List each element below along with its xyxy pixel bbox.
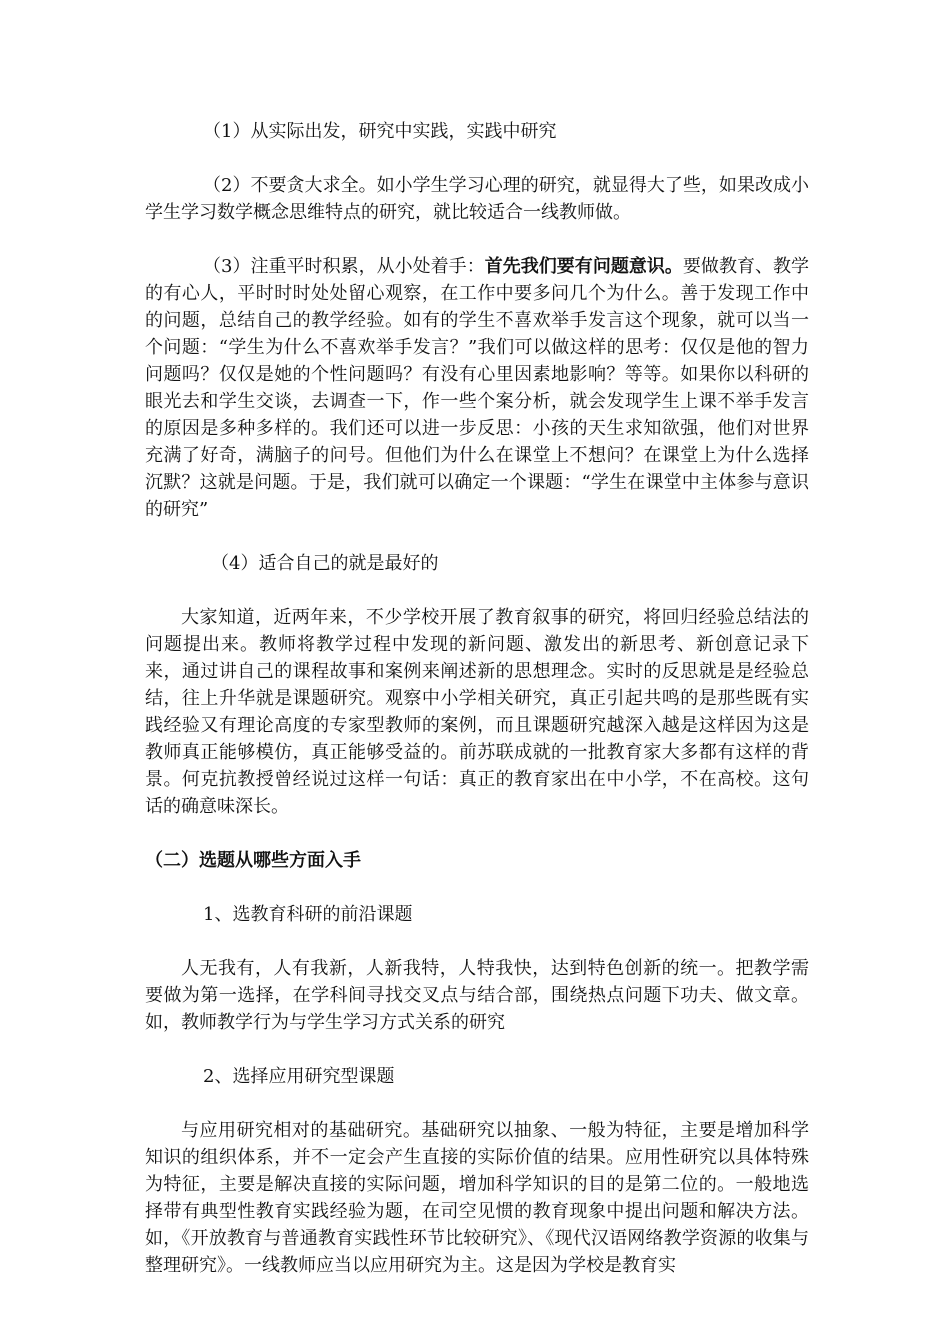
document-page (145, 118, 809, 1306)
paragraph-point-2: （2）不要贪大求全。如小学生学习心理的研究，就显得大了些，如果改成小学生学习数学概念思维特点的研究，就比较适合一线教师做。 (145, 175, 809, 223)
paragraph-point-3 (145, 253, 809, 523)
subsection-2-body: 与应用研究相对的基础研究。基础研究以抽象、一般为特征，主要是增加科学知识的组织体系，并不一定会产生直接的实际价值的结果。应用性研究以具体特殊为特征，主要是解决直接的实际问题，增加科学知识的目的是第二位的。一般地选择带有典型性教育实践经验为题，在司空见惯的教育现象中提出问题和解决方法。如，《开放教育与普通教育实践性环节比较研究》、《现代汉语网络教学资源的收集与整理研究》。一线教师应当以应用研究为主。这是因为学校是教育实 (145, 1120, 809, 1276)
section-heading: （二）选题从哪些方面入手 (145, 850, 361, 871)
subsection-2-title: 2、选择应用研究型课题 (203, 1066, 395, 1087)
paragraph-point-1: （1）从实际出发，研究中实践，实践中研究 (203, 121, 557, 142)
subsection-1-body: 人无我有，人有我新，人新我特，人特我快，达到特色创新的统一。把教学需要做为第一选择，在学科间寻找交叉点与结合部，围绕热点问题下功夫、做文章。如，教师教学行为与学生学习方式关系的研究 (145, 958, 809, 1033)
paragraph-point-4: （4）适合自己的就是最好的 (211, 553, 439, 574)
point-3-intro: （3）注重平时积累，从小处着手： (203, 256, 485, 277)
subsection-1-title: 1、选教育科研的前沿课题 (203, 904, 413, 925)
paragraph-narrative-research: 大家知道，近两年来，不少学校开展了教育叙事的研究，将回归经验总结法的问题提出来。教师将教学过程中发现的新问题、激发出的新思考、新创意记录下来，通过讲自己的课程故事和案例来阐述新的思想理念。实时的反思就是是经验总结，往上升华就是课题研究。观察中小学相关研究，真正引起共鸣的是那些既有实践经验又有理论高度的专家型教师的案例，而且课题研究越深入越是这样因为这是教师真正能够模仿，真正能够受益的。前苏联成就的一批教育家大多都有这样的背景。何克抗教授曾经说过这样一句话：真正的教育家出在中小学，不在高校。这句话的确意味深长。 (145, 607, 809, 817)
point-3-emphasis: 首先我们要有问题意识。 (484, 256, 683, 277)
point-3-body: 要做教育、教学的有心人，平时时时处处留心观察，在工作中要多问几个为什么。善于发现工作中的问题，总结自己的教学经验。如有的学生不喜欢举手发言这个现象，就可以当一个问题：“学生为什么不喜欢举手发言？”我们可以做这样的思考：仅仅是他的智力问题吗？仅仅是她的个性问题吗？有没有心里因素地影响？等等。如果你以科研的眼光去和学生交谈，去调查一下，作一些个案分析，就会发现学生上课不举手发言的原因是多种多样的。我们还可以进一步反思：小孩的天生求知欲强，他们对世界充满了好奇，满脑子的问号。但他们为什么在课堂上不想问？在课堂上为什么选择沉默？这就是问题。于是，我们就可以确定一个课题：“学生在课堂中主体参与意识的研究” (145, 256, 810, 520)
